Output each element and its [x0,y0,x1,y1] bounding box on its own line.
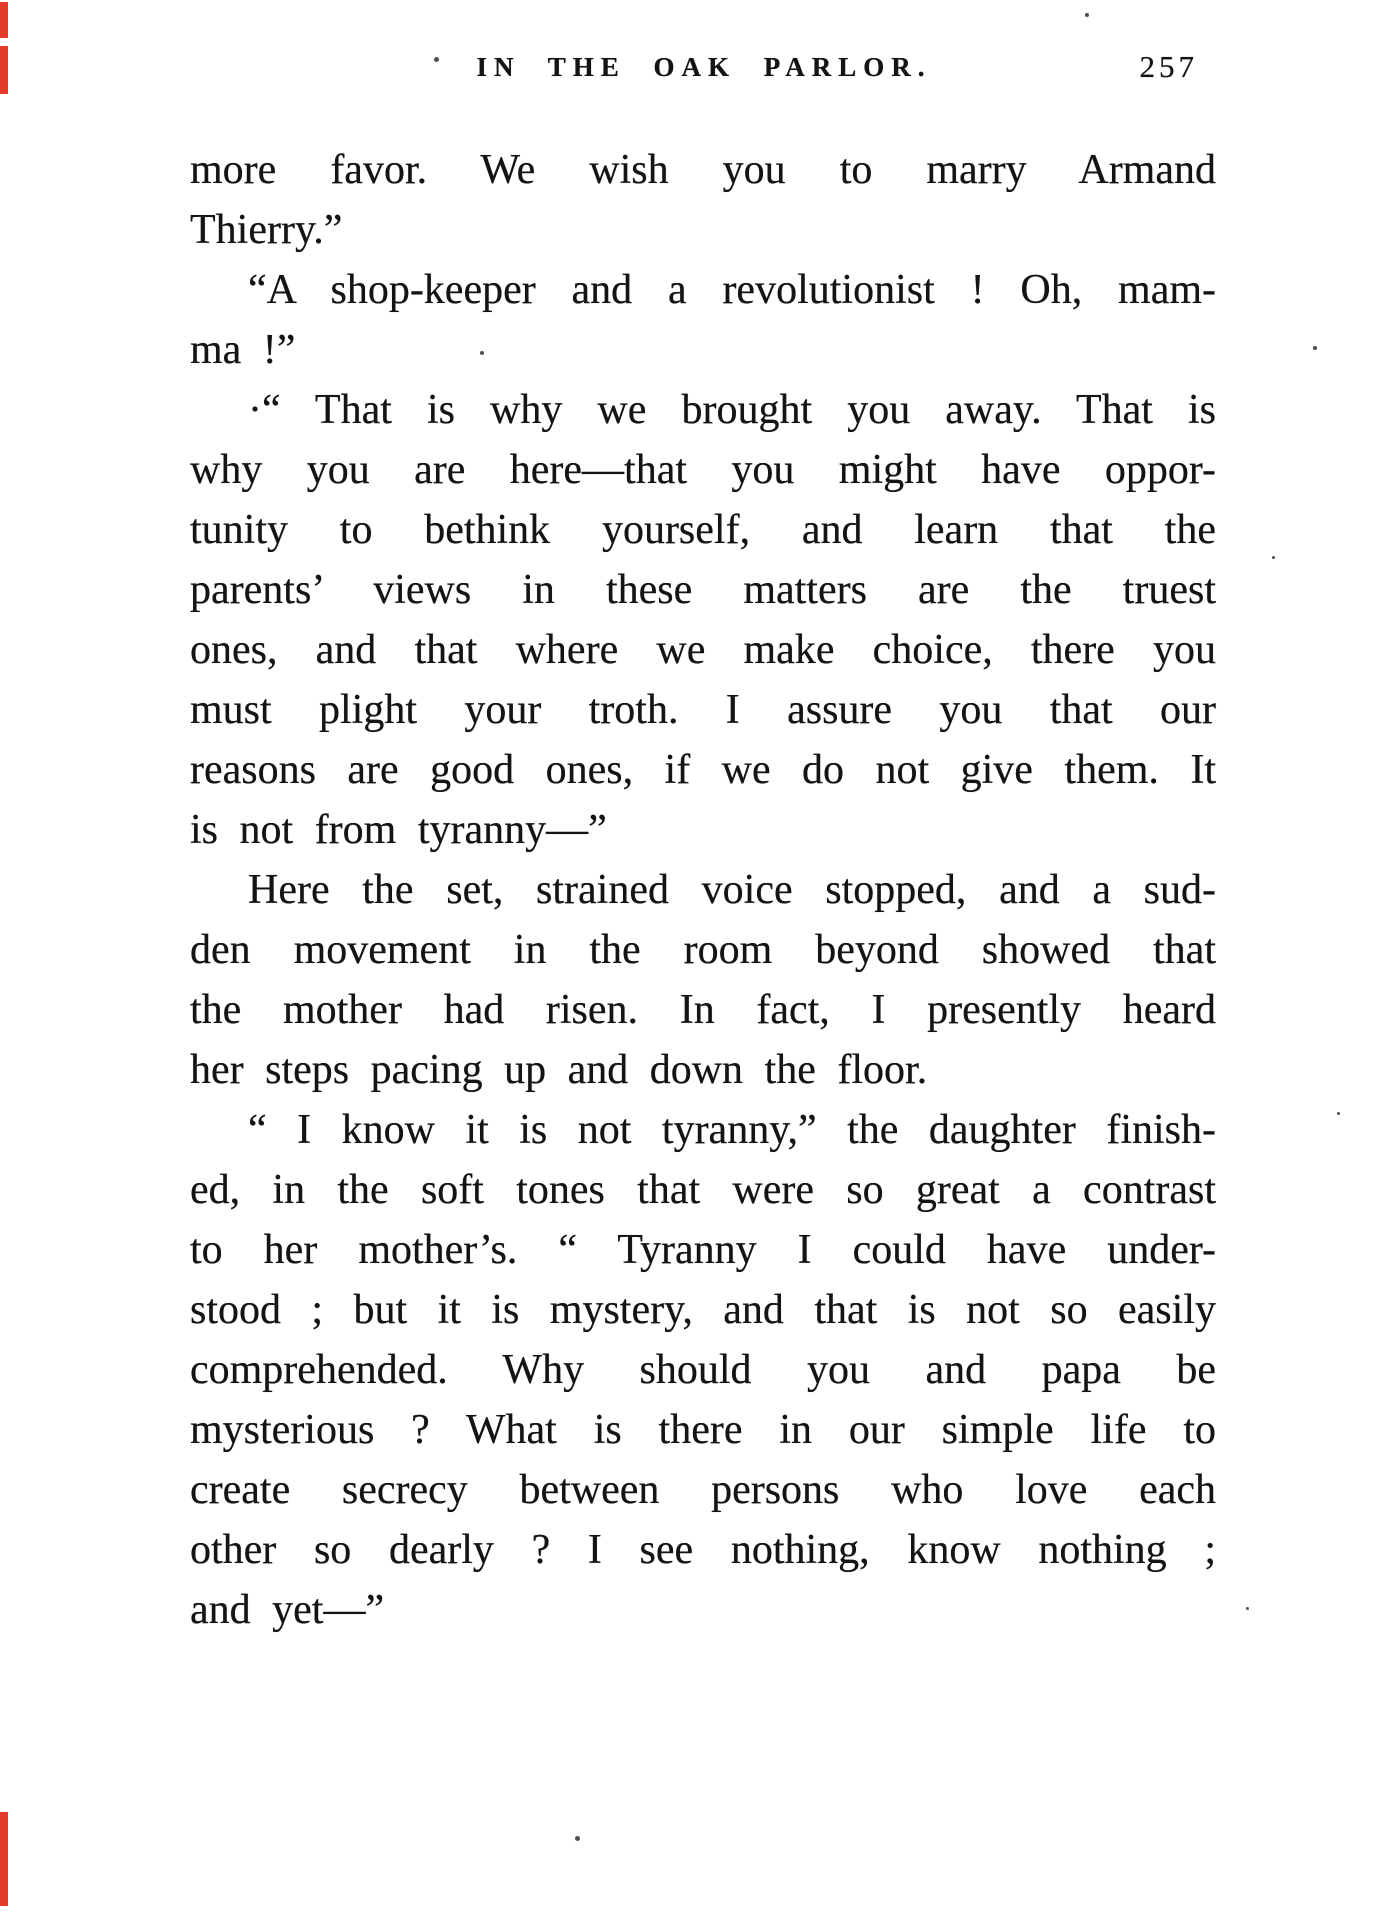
red-scan-edge-mark [0,2,8,38]
text-line: parents’ views in these matters are the truest [190,567,1216,613]
ink-speck [1085,13,1089,17]
text-line: comprehended. Why should you and papa be [190,1347,1216,1393]
text-line: to her mother’s. “ Tyranny I could have under- [190,1227,1216,1273]
text-line: and yet—” [190,1587,385,1633]
text-line: “A shop-keeper and a revolutionist ! Oh, mam- [248,267,1216,313]
ink-speck [575,1836,580,1841]
text-line: Thierry.” [190,207,343,253]
text-line: reasons are good ones, if we do not give them. It [190,747,1216,793]
text-line: must plight your troth. I assure you that our [190,687,1216,733]
page-number: 257 [1139,49,1198,84]
ink-speck [1272,556,1275,559]
text-line: her steps pacing up and down the floor. [190,1047,928,1093]
text-line: den movement in the room beyond showed that [190,927,1216,973]
ink-speck [480,351,484,355]
text-line: stood ; but it is mystery, and that is not so easily [190,1287,1216,1333]
text-line: ma !” [190,327,296,373]
text-line: ed, in the soft tones that were so great a contrast [190,1167,1216,1213]
running-header-title: IN THE OAK PARLOR. [476,52,932,82]
ink-speck [1246,1607,1249,1610]
text-line: create secrecy between persons who love each [190,1467,1216,1513]
text-line: Here the set, strained voice stopped, and a sud- [248,867,1216,913]
text-line: ·“ That is why we brought you away. That is [248,387,1216,433]
text-line: is not from tyranny—” [190,807,607,853]
text-line: ones, and that where we make choice, there you [190,627,1216,673]
red-scan-edge-mark [0,46,8,94]
text-line: why you are here—that you might have oppor- [190,447,1216,493]
ink-speck [1337,1112,1340,1115]
text-line: “ I know it is not tyranny,” the daughter finish- [248,1107,1216,1153]
ink-speck [434,57,439,62]
ink-speck [1313,346,1317,350]
text-line: more favor. We wish you to marry Armand [190,147,1216,193]
text-line: the mother had risen. In fact, I presently heard [190,987,1216,1033]
text-line: mysterious ? What is there in our simple life to [190,1407,1216,1453]
body-text-block [190,140,1216,1640]
text-line: tunity to bethink yourself, and learn that the [190,507,1216,553]
text-line: other so dearly ? I see nothing, know nothing ; [190,1527,1216,1573]
red-scan-edge-mark [0,1812,8,1906]
